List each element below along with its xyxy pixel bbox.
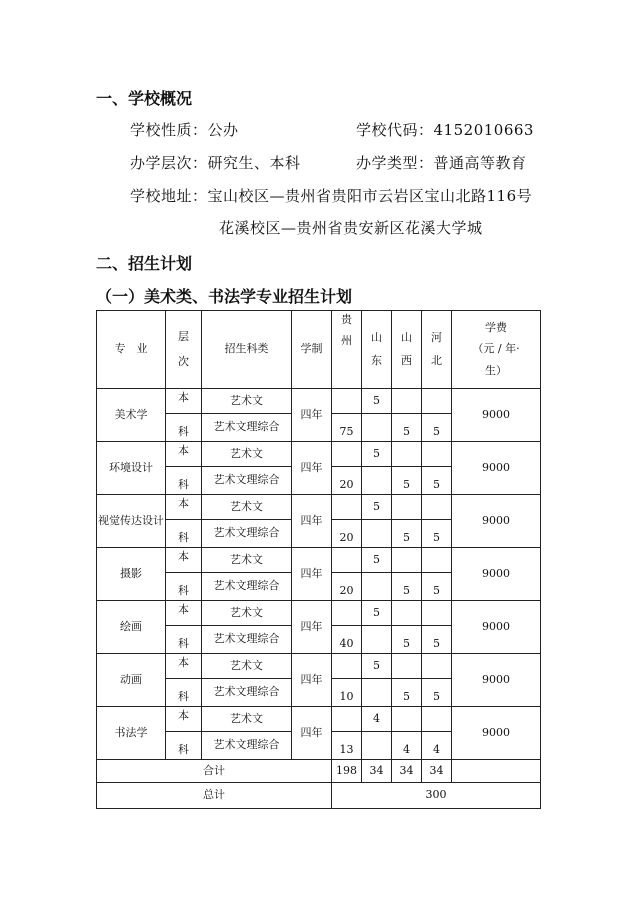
subject-arts-combined: 艺术文理综合 bbox=[202, 573, 292, 601]
subject-arts-combined: 艺术文理综合 bbox=[202, 520, 292, 548]
quota-shanxi-a bbox=[392, 654, 422, 679]
quota-shandong-a: 5 bbox=[362, 548, 392, 573]
quota-shanxi-a bbox=[392, 548, 422, 573]
table-row bbox=[97, 548, 541, 573]
total-value: 300 bbox=[332, 783, 541, 809]
school-address-label: 学校地址： bbox=[130, 187, 208, 205]
quota-hebei-b: 4 bbox=[422, 732, 452, 760]
quota-hebei-b: 5 bbox=[422, 520, 452, 548]
subject-arts-combined: 艺术文理综合 bbox=[202, 467, 292, 495]
header-major: 专 业 bbox=[97, 311, 166, 389]
table-row bbox=[97, 389, 541, 414]
header-subject: 招生科类 bbox=[202, 311, 292, 389]
quota-shandong-b bbox=[362, 467, 392, 495]
quota-shandong-a: 4 bbox=[362, 707, 392, 732]
quota-shanxi-b: 5 bbox=[392, 520, 422, 548]
header-level: 层 次 bbox=[166, 311, 202, 389]
quota-hebei-a bbox=[422, 548, 452, 573]
quota-shandong-b bbox=[362, 679, 392, 707]
quota-shanxi-b: 5 bbox=[392, 679, 422, 707]
school-code-label: 学校代码： bbox=[356, 121, 434, 139]
tuition-fee: 9000 bbox=[452, 601, 541, 654]
header-duration: 学制 bbox=[292, 311, 332, 389]
quota-hebei-a bbox=[422, 707, 452, 732]
quota-shandong-a: 5 bbox=[362, 389, 392, 414]
quota-shandong-b bbox=[362, 732, 392, 760]
school-address-line1: 宝山校区—贵州省贵阳市云岩区宝山北路116号 bbox=[207, 187, 533, 205]
quota-hebei-a bbox=[422, 601, 452, 626]
school-nature-value: 公办 bbox=[207, 121, 239, 139]
subject-arts: 艺术文 bbox=[202, 707, 292, 732]
tuition-fee: 9000 bbox=[452, 389, 541, 442]
table-row bbox=[97, 442, 541, 467]
section-heading-overview: 一、学校概况 bbox=[96, 89, 193, 108]
duration: 四年 bbox=[292, 707, 332, 760]
level-char-top: 本 bbox=[166, 495, 202, 520]
school-nature-label: 学校性质： bbox=[130, 121, 208, 139]
quota-guizhou-a bbox=[332, 442, 362, 467]
level-char-top: 本 bbox=[166, 442, 202, 467]
quota-guizhou-b: 10 bbox=[332, 679, 362, 707]
duration: 四年 bbox=[292, 495, 332, 548]
quota-hebei-a bbox=[422, 442, 452, 467]
subject-arts: 艺术文 bbox=[202, 442, 292, 467]
level-char-top: 本 bbox=[166, 654, 202, 679]
tuition-fee: 9000 bbox=[452, 495, 541, 548]
subtotal-label: 合计 bbox=[97, 760, 332, 783]
school-type-label: 办学类型： bbox=[356, 154, 434, 172]
quota-shanxi-a bbox=[392, 442, 422, 467]
quota-hebei-a bbox=[422, 389, 452, 414]
duration: 四年 bbox=[292, 654, 332, 707]
subject-arts-combined: 艺术文理综合 bbox=[202, 679, 292, 707]
subtotal-row bbox=[97, 760, 541, 783]
level-char-bottom: 科 bbox=[166, 520, 202, 548]
level-char-top: 本 bbox=[166, 601, 202, 626]
quota-shandong-b bbox=[362, 520, 392, 548]
level-char-bottom: 科 bbox=[166, 467, 202, 495]
quota-guizhou-b: 20 bbox=[332, 467, 362, 495]
school-level-value: 研究生、本科 bbox=[207, 154, 301, 172]
header-shandong: 山 东 bbox=[362, 311, 392, 389]
duration: 四年 bbox=[292, 389, 332, 442]
enrollment-plan-table bbox=[96, 310, 541, 809]
major-name: 视觉传达设计 bbox=[97, 495, 166, 548]
tuition-fee: 9000 bbox=[452, 548, 541, 601]
quota-shanxi-a bbox=[392, 707, 422, 732]
major-name: 美术学 bbox=[97, 389, 166, 442]
total-row bbox=[97, 783, 541, 809]
quota-shanxi-a bbox=[392, 389, 422, 414]
subtotal-guizhou: 198 bbox=[332, 760, 362, 783]
quota-guizhou-a bbox=[332, 654, 362, 679]
tuition-fee: 9000 bbox=[452, 707, 541, 760]
major-name: 环境设计 bbox=[97, 442, 166, 495]
level-char-top: 本 bbox=[166, 548, 202, 573]
subject-arts: 艺术文 bbox=[202, 601, 292, 626]
section-heading-plan: 二、招生计划 bbox=[96, 254, 193, 273]
quota-shanxi-b: 4 bbox=[392, 732, 422, 760]
school-code-value: 4152010663 bbox=[433, 121, 534, 139]
total-label: 总计 bbox=[97, 783, 332, 809]
header-guizhou: 贵 州 bbox=[332, 311, 362, 389]
subtotal-shanxi: 34 bbox=[392, 760, 422, 783]
subtotal-hebei: 34 bbox=[422, 760, 452, 783]
quota-shanxi-b: 5 bbox=[392, 467, 422, 495]
school-address-line2: 花溪校区—贵州省贵安新区花溪大学城 bbox=[219, 219, 483, 237]
quota-hebei-a bbox=[422, 654, 452, 679]
duration: 四年 bbox=[292, 442, 332, 495]
level-char-bottom: 科 bbox=[166, 626, 202, 654]
quota-guizhou-a bbox=[332, 548, 362, 573]
quota-guizhou-b: 40 bbox=[332, 626, 362, 654]
school-level bbox=[130, 152, 301, 173]
school-type-value: 普通高等教育 bbox=[433, 154, 527, 172]
quota-guizhou-b: 20 bbox=[332, 520, 362, 548]
level-char-bottom: 科 bbox=[166, 679, 202, 707]
school-address bbox=[130, 185, 532, 206]
duration: 四年 bbox=[292, 548, 332, 601]
quota-hebei-b: 5 bbox=[422, 573, 452, 601]
header-fee: 学费 （元 / 年· 生） bbox=[452, 311, 541, 389]
quota-shandong-a: 5 bbox=[362, 495, 392, 520]
quota-hebei-b: 5 bbox=[422, 626, 452, 654]
subject-arts: 艺术文 bbox=[202, 654, 292, 679]
school-type bbox=[356, 152, 527, 173]
level-char-bottom: 科 bbox=[166, 414, 202, 442]
subtotal-shandong: 34 bbox=[362, 760, 392, 783]
quota-guizhou-b: 75 bbox=[332, 414, 362, 442]
subject-arts-combined: 艺术文理综合 bbox=[202, 732, 292, 760]
table-header-row bbox=[97, 311, 541, 389]
subject-arts: 艺术文 bbox=[202, 495, 292, 520]
quota-guizhou-a bbox=[332, 707, 362, 732]
quota-shandong-a: 5 bbox=[362, 654, 392, 679]
major-name: 动画 bbox=[97, 654, 166, 707]
quota-guizhou-b: 13 bbox=[332, 732, 362, 760]
major-name: 绘画 bbox=[97, 601, 166, 654]
header-hebei: 河 北 bbox=[422, 311, 452, 389]
quota-shandong-b bbox=[362, 626, 392, 654]
quota-hebei-a bbox=[422, 495, 452, 520]
level-char-top: 本 bbox=[166, 389, 202, 414]
quota-shandong-b bbox=[362, 573, 392, 601]
major-name: 摄影 bbox=[97, 548, 166, 601]
quota-shandong-a: 5 bbox=[362, 601, 392, 626]
level-char-bottom: 科 bbox=[166, 573, 202, 601]
major-name: 书法学 bbox=[97, 707, 166, 760]
quota-shanxi-a bbox=[392, 495, 422, 520]
school-nature bbox=[130, 119, 239, 140]
subject-arts: 艺术文 bbox=[202, 548, 292, 573]
table-row bbox=[97, 601, 541, 626]
level-char-bottom: 科 bbox=[166, 732, 202, 760]
quota-shandong-b bbox=[362, 414, 392, 442]
quota-guizhou-a bbox=[332, 495, 362, 520]
table-row bbox=[97, 654, 541, 679]
subtotal-fee-empty bbox=[452, 760, 541, 783]
quota-guizhou-a bbox=[332, 601, 362, 626]
subject-arts-combined: 艺术文理综合 bbox=[202, 414, 292, 442]
level-char-top: 本 bbox=[166, 707, 202, 732]
duration: 四年 bbox=[292, 601, 332, 654]
table-row bbox=[97, 495, 541, 520]
subject-arts: 艺术文 bbox=[202, 389, 292, 414]
quota-guizhou-b: 20 bbox=[332, 573, 362, 601]
quota-shanxi-b: 5 bbox=[392, 573, 422, 601]
tuition-fee: 9000 bbox=[452, 442, 541, 495]
quota-hebei-b: 5 bbox=[422, 467, 452, 495]
quota-shanxi-b: 5 bbox=[392, 414, 422, 442]
quota-shandong-a: 5 bbox=[362, 442, 392, 467]
quota-hebei-b: 5 bbox=[422, 414, 452, 442]
quota-shanxi-a bbox=[392, 601, 422, 626]
quota-shanxi-b: 5 bbox=[392, 626, 422, 654]
header-shanxi: 山 西 bbox=[392, 311, 422, 389]
subject-arts-combined: 艺术文理综合 bbox=[202, 626, 292, 654]
tuition-fee: 9000 bbox=[452, 654, 541, 707]
quota-guizhou-a bbox=[332, 389, 362, 414]
section-subheading-art-plan: （一）美术类、书法学专业招生计划 bbox=[96, 287, 353, 306]
school-code bbox=[356, 119, 534, 140]
school-level-label: 办学层次： bbox=[130, 154, 208, 172]
quota-hebei-b: 5 bbox=[422, 679, 452, 707]
table-row bbox=[97, 707, 541, 732]
